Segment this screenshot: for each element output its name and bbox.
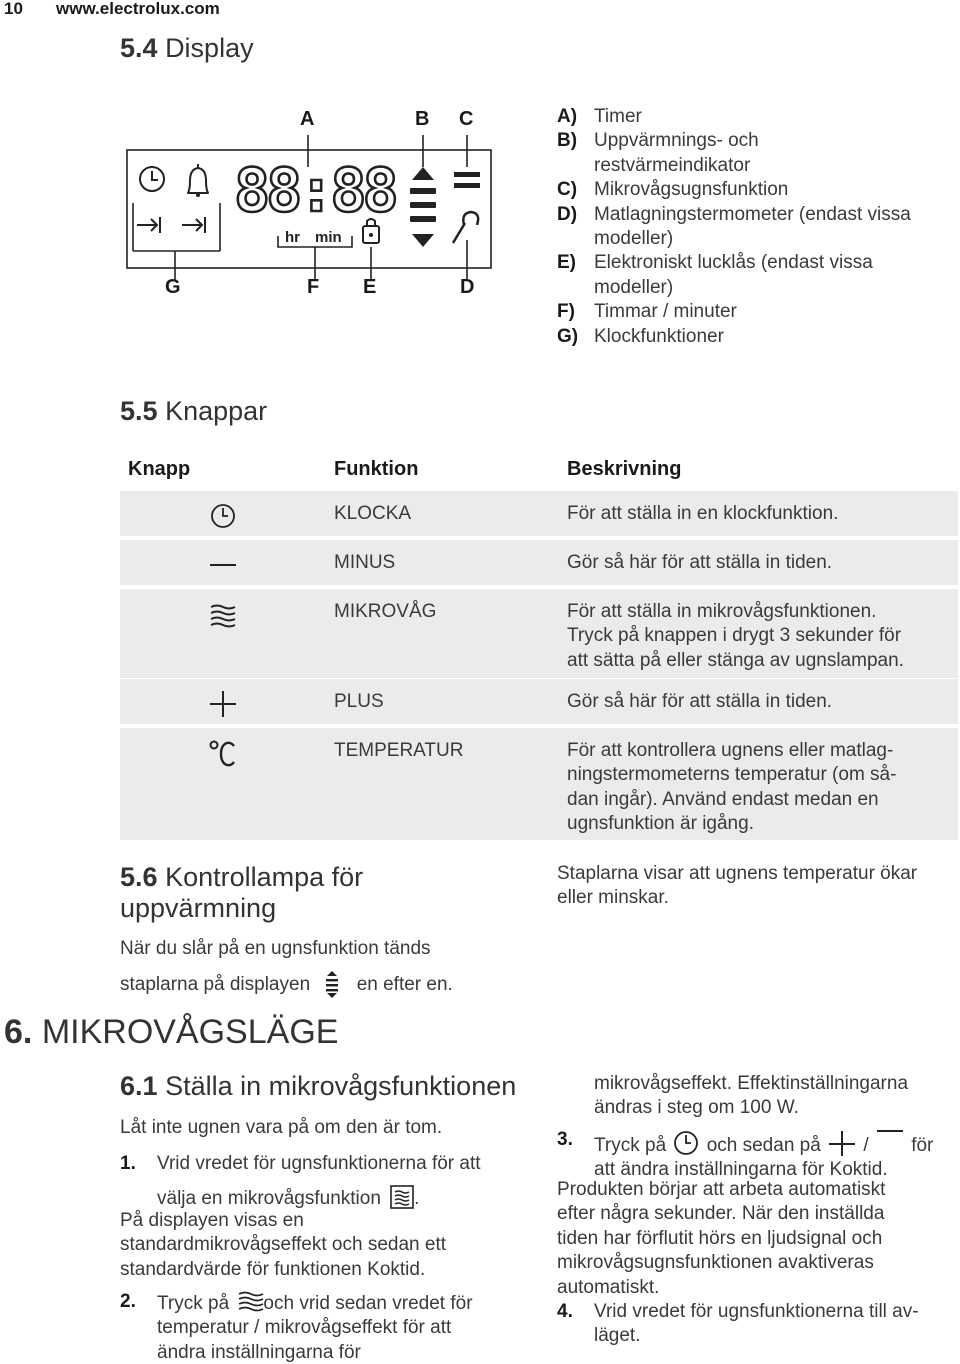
legend-item-c: C) Mikrovågsugnsfunktion <box>557 179 789 201</box>
website-url: www.electrolux.com <box>56 0 220 18</box>
microwave-function-icon <box>454 172 480 188</box>
section-6-1-title: 6.1 Ställa in mikrovågsfunktionen <box>120 1071 517 1101</box>
header-beskrivning: Beskrivning <box>567 458 682 480</box>
header-knapp: Knapp <box>128 458 191 480</box>
callout-d: D <box>460 276 475 298</box>
table-row <box>120 589 958 678</box>
clock-icon <box>673 1130 699 1156</box>
plus-icon <box>208 689 238 719</box>
display-panel-svg <box>120 105 500 305</box>
section-5-6-right-text: Staplarna visar att ugnens temperatur ökar eller minskar. <box>557 863 918 909</box>
timer-clock-icon <box>140 167 164 191</box>
clock-digits: 88:88 <box>234 156 395 226</box>
page-number: 10 <box>4 0 23 18</box>
function-name: PLUS <box>334 691 384 712</box>
function-description: Gör så här för att ställa in tiden. <box>567 691 833 712</box>
function-name: MIKROVÅG <box>334 601 437 622</box>
temperature-icon <box>208 738 238 768</box>
callout-g: G <box>165 276 181 298</box>
end-time-icon <box>182 217 205 233</box>
callout-f: F <box>307 276 320 298</box>
callout-b: B <box>415 108 430 130</box>
continued-step-text: mikrovågseffekt. Effektinställningarna ändras i steg om 100 W. <box>594 1073 909 1119</box>
function-description: För att kontrollera ugnens eller matlag- ningstermometerns temperatur (om så- dan ingår). Använd endast medan en ugnsfunktion är igång. <box>567 740 897 835</box>
header-funktion: Funktion <box>334 458 419 480</box>
section-5-5-title: 5.5 Knappar <box>120 396 268 426</box>
step-3: 3. Tryck på och sedan på / för att ändra inställningarna för Koktid. <box>557 1129 934 1181</box>
step-1: 1. Vrid vredet för ugnsfunktionerna för att välja en mikrovågsfunktion . <box>120 1153 481 1210</box>
microwave-function-icon <box>390 1185 414 1209</box>
minus-icon <box>208 550 238 580</box>
empty-oven-warning: Låt inte ugnen vara på om den är tom. <box>120 1117 443 1138</box>
clock-icon <box>208 501 238 531</box>
legend-item-e: E) Elektroniskt lucklås (endast vissa <box>557 252 873 274</box>
section-5-6-paragraph: När du slår på en ugnsfunktion tänds staplarna på displayen en efter en. <box>120 937 453 998</box>
function-description: För att ställa in en klockfunktion. <box>567 503 839 524</box>
function-description: Gör så här för att ställa in tiden. <box>567 552 833 573</box>
food-sensor-icon <box>453 212 478 243</box>
display-diagram <box>120 105 500 305</box>
table-header <box>120 458 960 486</box>
callout-e: E <box>363 276 377 298</box>
legend-item-a: A) Timer <box>557 106 642 127</box>
start-time-icon <box>137 217 160 233</box>
step-2: 2. Tryck på och vrid sedan vredet för temperatur / mikrovågseffekt för att ändra inställningarna för <box>120 1291 473 1363</box>
heat-up-indicator-icon <box>410 167 436 247</box>
minus-icon <box>876 1128 904 1148</box>
section-5-6-title: 5.6 Kontrollampa för uppvärmning <box>120 862 364 923</box>
microwave-icon <box>237 1290 265 1312</box>
function-name: TEMPERATUR <box>334 740 464 761</box>
legend-item-f: F) Timmar / minuter <box>557 301 737 323</box>
microwave-icon <box>208 599 238 629</box>
display-legend: A) Timer B) Uppvärmnings- och restvärmeindikator C) Mikrovågsugnsfunktion D) Matlagningstermometer (endast vissa modeller) E) Elektroniskt lucklås (endast vissa modeller) F) Timmar / minuter G) Klockfunktioner <box>557 105 957 349</box>
table-row <box>120 728 958 840</box>
table-row <box>120 491 958 536</box>
step-4: 4. Vrid vredet för ugnsfunktionerna till av- läget. <box>557 1301 919 1347</box>
function-description: För att ställa in mikrovågsfunktionen. Tryck på knappen i drygt 3 sekunder för att sätta på eller stänga av ugnslampan. <box>567 601 904 671</box>
section-5-4-title: 5.4 Display <box>120 33 254 63</box>
unit-min: min <box>315 229 342 246</box>
legend-item-g: G) Klockfunktioner <box>557 325 724 347</box>
function-name: MINUS <box>334 552 396 573</box>
bell-icon <box>188 164 208 197</box>
heat-bars-icon <box>325 970 339 998</box>
auto-start-paragraph: Produkten börjar att arbeta automatiskt efter några sekunder. När den inställda tiden har förflutit hörs en ljudsignal och mikrovågsugnsfunktionen avaktiveras automatiskt. <box>557 1179 886 1298</box>
table-row <box>120 679 958 724</box>
plus-icon <box>827 1130 857 1156</box>
function-name: KLOCKA <box>334 503 412 524</box>
callout-c: C <box>459 108 474 130</box>
display-info-paragraph: På displayen visas en standardmikrovågseffekt och sedan ett standardvärde för funktionen Koktid. <box>120 1210 447 1280</box>
unit-hr: hr <box>285 229 300 246</box>
callout-a: A <box>300 108 315 130</box>
section-6-title: 6. MIKROVÅGSLÄGE <box>4 1013 339 1051</box>
legend-item-b: B) Uppvärmnings- och <box>557 130 759 152</box>
legend-item-d: D) Matlagningstermometer (endast vissa <box>557 203 911 225</box>
table-row <box>120 540 958 585</box>
